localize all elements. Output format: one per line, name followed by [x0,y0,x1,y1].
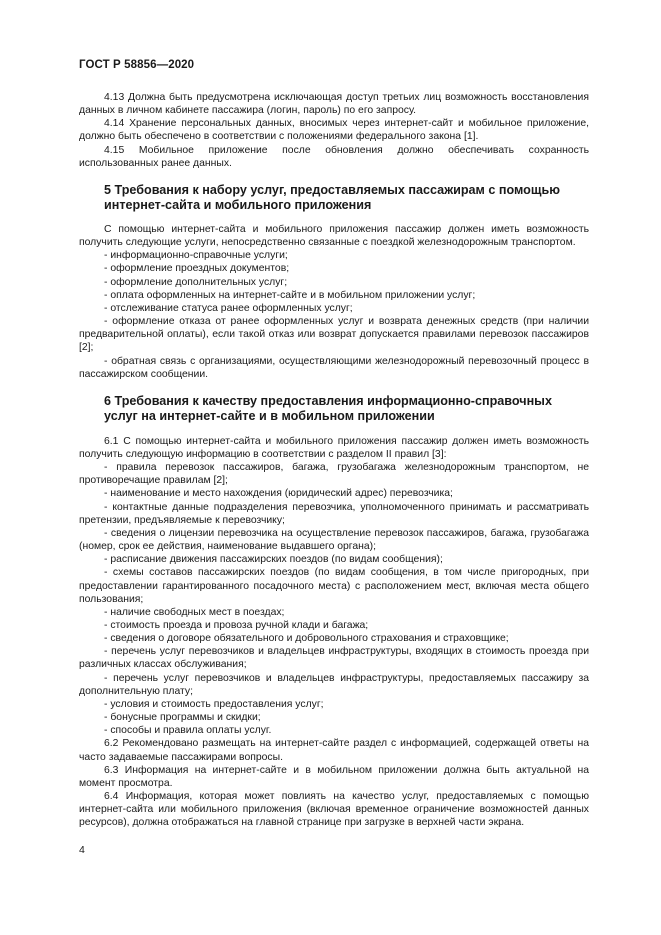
paragraph-6-1: 6.1 С помощью интернет-сайта и мобильного приложения пассажир должен иметь возможность получить следующую информацию в соответствии с разделом II правил [3]: [79,435,589,460]
list-item: - оформление отказа от ранее оформленных услуг и возврата денежных средств (при наличии предварительной оплаты), если такой отказ или возврат допускается правилами перевозок пассажиров [2]; [79,316,589,354]
list-item: - перечень услуг перевозчиков и владельцев инфраструктуры, предоставляемых пассажиру за дополнительную плату; [79,672,589,697]
list-item: - правила перевозок пассажиров, багажа, грузобагажа железнодорожным транспортом, не противоречащие правилам [2]; [79,462,589,487]
list-item: - отслеживание статуса ранее оформленных услуг; [104,302,353,314]
list-item: - сведения о договоре обязательного и добровольного страхования и страховщике; [104,633,509,645]
list-item: - оплата оформленных на интернет-сайте и в мобильном приложении услуг; [104,289,476,301]
list-item: - условия и стоимость предоставления услуг; [104,698,324,710]
list-item: - сведения о лицензии перевозчика на осуществление перевозок пассажиров, багажа, грузобагажа (номер, срок ее действия, наименование выдавшего органа); [79,527,589,553]
list-item: - перечень услуг перевозчиков и владельцев инфраструктуры, входящих в стоимость проезда при различных классах обслуживания; [79,646,589,671]
page-number: 4 [79,844,85,856]
list-item: - схемы составов пассажирских поездов (по видам сообщения, в том числе пригородных, при предоставлении гарантированного посадочного места) с расположением мест, включая места общего пользования; [79,567,589,605]
paragraph-6-3: 6.3 Информация на интернет-сайте и в мобильном приложении должна быть актуальной на момент просмотра. [79,764,589,789]
paragraph-4-14: 4.14 Хранение персональных данных, вносимых через интернет-сайт и мобильное приложение, должно быть обеспечено в соответствии с положениями федерального закона [1]. [79,118,589,143]
list-item: - наличие свободных мест в поездах; [104,606,285,618]
list-item: - расписание движения пассажирских поездов (по видам сообщения); [104,554,443,566]
list-item: - информационно-справочные услуги; [104,250,288,262]
paragraph-4-15: 4.15 Мобильное приложение после обновления должно обеспечивать сохранность использованных ранее данных. [79,144,589,169]
list-item: - способы и правила оплаты услуг. [104,725,272,737]
list-item: - обратная связь с организациями, осуществляющими железнодорожный перевозочный процесс в пассажирском сообщении. [79,355,589,380]
section-5-heading: 5 Требования к набору услуг, предоставляемых пассажирам с помощью интернет-сайта и мобильного приложения [104,182,560,213]
paragraph-4-13: 4.13 Должна быть предусмотрена исключающая доступ третьих лиц возможность восстановления данных в личном кабинете пассажира (логин, пароль) по его запросу. [79,92,589,117]
paragraph-6-4: 6.4 Информация, которая может повлиять на качество услуг, предоставляемых с помощью интернет-сайта или мобильного приложения (включая временное ограничение возможностей данных ресурсов), должна отображаться на главной странице при загрузке в верхней части экрана. [79,791,589,829]
section-6-heading: 6 Требования к качеству предоставления информационно-справочных услуг на интернет-сайте и в мобильном приложении [104,393,552,424]
list-item: - стоимость проезда и провоза ручной клади и багажа; [104,620,369,631]
document-code-header: ГОСТ Р 58856—2020 [79,59,195,71]
paragraph-6-2: 6.2 Рекомендовано размещать на интернет-сайте раздел с информацией, содержащей ответы на часто задаваемые пассажирами вопросы. [79,738,589,763]
page-content [79,91,589,830]
list-item: - наименование и место нахождения (юридический адрес) перевозчика; [104,488,453,500]
list-item: - контактные данные подразделения перевозчика, уполномоченного принимать и рассматривать претензии, предъявляемые к перевозчику; [79,501,589,526]
list-item: - оформление проездных документов; [104,263,290,275]
list-item: - оформление дополнительных услуг; [104,276,288,288]
section-5-intro: С помощью интернет-сайта и мобильного приложения пассажир должен иметь возможность получить следующие услуги, непосредственно связанные с поездкой железнодорожным транспортом. [79,223,589,249]
list-item: - бонусные программы и скидки; [104,712,261,724]
